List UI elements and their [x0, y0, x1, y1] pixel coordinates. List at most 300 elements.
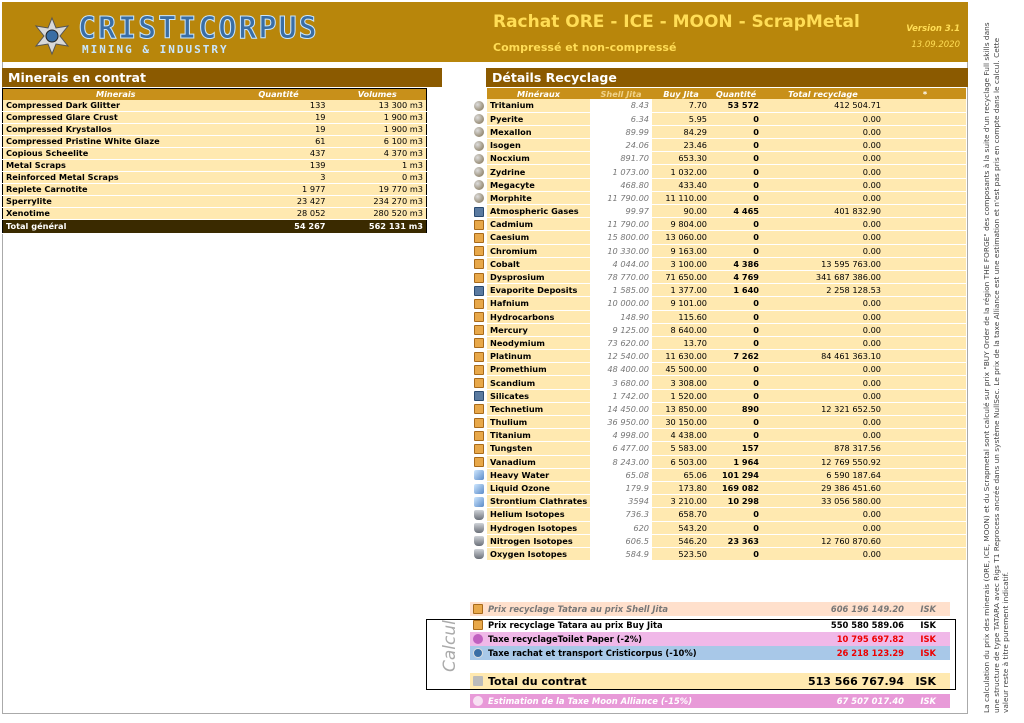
- mineral-qty: 437: [229, 148, 329, 160]
- recycled-total: 0.00: [762, 178, 884, 191]
- shell-jita-price: 8 243.00: [590, 455, 652, 468]
- buy-jita-price: 3 100.00: [652, 257, 710, 270]
- recycled-name: Cobalt: [487, 257, 590, 270]
- recycling-row: [470, 416, 966, 429]
- recycled-name: Nocxium: [487, 152, 590, 165]
- buy-jita-price: 115.60: [652, 310, 710, 323]
- recycled-total: 12 321 652.50: [762, 402, 884, 415]
- recycled-total: 12 760 870.60: [762, 534, 884, 547]
- ore-icon: [474, 193, 484, 203]
- recycled-qty: 0: [710, 310, 762, 323]
- col-quantite: Quantité: [710, 88, 762, 99]
- summary-moon-tax-row: [470, 694, 950, 708]
- mineral-icon-cell: [470, 481, 487, 494]
- buy-jita-price: 543.20: [652, 521, 710, 534]
- buy-jita-price: 8 640.00: [652, 323, 710, 336]
- mineral-icon-cell: [470, 205, 487, 218]
- moon-icon: [474, 246, 484, 256]
- col-mineraux: Minéraux: [487, 88, 590, 99]
- star-cell: [884, 191, 966, 204]
- shell-jita-price: 620: [590, 521, 652, 534]
- buy-jita-price: 658.70: [652, 508, 710, 521]
- currency-label: ISK: [920, 648, 936, 658]
- ice-icon: [474, 484, 484, 494]
- iso-icon: [474, 510, 484, 520]
- summary-cristi-label: Taxe rachat et transport Cristicorpus (-10%): [488, 648, 697, 658]
- mineral-icon-cell: [470, 350, 487, 363]
- star-cell: [884, 547, 966, 560]
- recycling-row: [470, 191, 966, 204]
- star-cell: [884, 495, 966, 508]
- star-cell: [884, 389, 966, 402]
- recycled-qty: 0: [710, 244, 762, 257]
- col-quantite: Quantité: [229, 89, 329, 100]
- recycled-qty: 0: [710, 165, 762, 178]
- mineral-volume: 280 520 m3: [329, 208, 427, 220]
- recycling-row: [470, 508, 966, 521]
- recycling-row: [470, 297, 966, 310]
- summary-buy-label: Prix recyclage Tatara au prix Buy Jita: [488, 620, 663, 630]
- mineral-icon-cell: [470, 257, 487, 270]
- recycled-total: 0.00: [762, 416, 884, 429]
- mineral-icon-cell: [470, 178, 487, 191]
- recycling-row: [470, 468, 966, 481]
- mineral-row: [3, 124, 427, 136]
- shell-jita-price: 48 400.00: [590, 363, 652, 376]
- page-title: Rachat ORE - ICE - MOON - ScrapMetal: [493, 12, 860, 32]
- recycled-name: Technetium: [487, 402, 590, 415]
- shell-jita-price: 6 477.00: [590, 442, 652, 455]
- mineral-volume: 0 m3: [329, 172, 427, 184]
- recycling-row: [470, 310, 966, 323]
- mineral-qty: 23 427: [229, 196, 329, 208]
- star-cell: [884, 468, 966, 481]
- recycling-row: [470, 455, 966, 468]
- ice-icon: [474, 497, 484, 507]
- mineral-icon-cell: [470, 376, 487, 389]
- star-cell: [884, 310, 966, 323]
- recycled-total: 33 056 580.00: [762, 495, 884, 508]
- recycled-name: Morphite: [487, 191, 590, 204]
- mineral-name: Replete Carnotite: [3, 184, 229, 196]
- mineral-icon-cell: [470, 389, 487, 402]
- mineral-icon-cell: [470, 416, 487, 429]
- recycled-name: Mexallon: [487, 125, 590, 138]
- mineral-name: Sperrylite: [3, 196, 229, 208]
- recycled-total: 0.00: [762, 547, 884, 560]
- mineral-name: Xenotime: [3, 208, 229, 220]
- recycled-qty: 0: [710, 297, 762, 310]
- mineral-qty: 19: [229, 112, 329, 124]
- moon-icon: [474, 220, 484, 230]
- mineral-qty: 3: [229, 172, 329, 184]
- mineral-volume: 4 370 m3: [329, 148, 427, 160]
- recycling-row: [470, 99, 966, 112]
- recycling-row: [470, 442, 966, 455]
- col-volumes: Volumes: [329, 89, 427, 100]
- star-cell: [884, 416, 966, 429]
- recycled-qty: 7 262: [710, 350, 762, 363]
- mineral-row: [3, 208, 427, 220]
- col-total-recyclage: Total recyclage: [762, 88, 884, 99]
- shell-jita-price: 11 790.00: [590, 191, 652, 204]
- shell-jita-price: 179.9: [590, 481, 652, 494]
- shell-jita-price: 736.3: [590, 508, 652, 521]
- recycled-name: Silicates: [487, 389, 590, 402]
- shell-jita-price: 3 680.00: [590, 376, 652, 389]
- star-cell: [884, 297, 966, 310]
- recycled-total: 0.00: [762, 191, 884, 204]
- side-note-text: La calculation du prix des minerais (ORE, ICE, MOON) et du Scrapmetal sont calculé sur prix "BUY Order de la région THE FORGE" des composants à la suite d'un recyclage Full skills dans une structure de type TATARA avec Rigs T1 Reprocess ancrée dans un système NullSec. Le prix de la taxe Alliance est une estimation et n'est pas pris en compte dans le calcul. Cette valeur reste à titre purement indicatif.: [981, 21, 1010, 713]
- recycled-qty: 0: [710, 416, 762, 429]
- iso-icon: [474, 536, 484, 546]
- recycling-row: [470, 257, 966, 270]
- shell-jita-price: 99.97: [590, 205, 652, 218]
- recycled-qty: 4 769: [710, 270, 762, 283]
- mineral-name: Compressed Dark Glitter: [3, 100, 229, 112]
- recycled-total: 84 461 363.10: [762, 350, 884, 363]
- mineral-icon-cell: [470, 244, 487, 257]
- recycled-name: Titanium: [487, 429, 590, 442]
- buy-jita-price: 11 110.00: [652, 191, 710, 204]
- summary-moon-label: Estimation de la Taxe Moon Alliance (-15%): [488, 696, 693, 706]
- recycled-name: Nitrogen Isotopes: [487, 534, 590, 547]
- mineral-icon-cell: [470, 218, 487, 231]
- mineral-icon-cell: [470, 336, 487, 349]
- shell-jita-price: 891.70: [590, 152, 652, 165]
- moon-icon: [474, 365, 484, 375]
- star-cell: [884, 218, 966, 231]
- mineral-row: [3, 112, 427, 124]
- recycled-qty: 101 294: [710, 468, 762, 481]
- recycled-total: 412 504.71: [762, 99, 884, 112]
- mineral-qty: 61: [229, 136, 329, 148]
- shell-jita-price: 9 125.00: [590, 323, 652, 336]
- mineral-icon-cell: [470, 442, 487, 455]
- mineral-row: [3, 196, 427, 208]
- recycling-row: [470, 336, 966, 349]
- gas-icon: [474, 207, 484, 217]
- mineral-icon-cell: [470, 508, 487, 521]
- mineral-icon-cell: [470, 125, 487, 138]
- recycled-total: 0.00: [762, 231, 884, 244]
- recycled-total: 0.00: [762, 429, 884, 442]
- recycled-total: 0.00: [762, 310, 884, 323]
- summary-shell-label: Prix recyclage Tatara au prix Shell Jita: [488, 604, 669, 614]
- mineral-qty: 133: [229, 100, 329, 112]
- mineral-icon-cell: [470, 495, 487, 508]
- buy-jita-price: 9 163.00: [652, 244, 710, 257]
- recycling-row: [470, 284, 966, 297]
- buy-jita-price: 433.40: [652, 178, 710, 191]
- moon-icon: [474, 312, 484, 322]
- recycled-qty: 0: [710, 218, 762, 231]
- buy-jita-price: 173.80: [652, 481, 710, 494]
- recycling-row: [470, 178, 966, 191]
- recycled-total: 0.00: [762, 112, 884, 125]
- shell-jita-price: 78 770.00: [590, 270, 652, 283]
- recycled-name: Isogen: [487, 139, 590, 152]
- buy-jita-price: 84.29: [652, 125, 710, 138]
- recycled-name: Vanadium: [487, 455, 590, 468]
- mineral-icon-cell: [470, 468, 487, 481]
- recycled-total: 13 595 763.00: [762, 257, 884, 270]
- recycled-name: Platinum: [487, 350, 590, 363]
- star-cell: [884, 336, 966, 349]
- recycled-name: Megacyte: [487, 178, 590, 191]
- ore-icon: [474, 180, 484, 190]
- recycled-qty: 1 964: [710, 455, 762, 468]
- star-cell: [884, 402, 966, 415]
- summary-total-label: Total du contrat: [488, 675, 587, 688]
- recycled-total: 0.00: [762, 152, 884, 165]
- buy-jita-price: 7.70: [652, 99, 710, 112]
- shell-jita-price: 1 585.00: [590, 284, 652, 297]
- buy-jita-price: 5 583.00: [652, 442, 710, 455]
- recycled-qty: 0: [710, 152, 762, 165]
- recycled-total: 29 386 451.60: [762, 481, 884, 494]
- mineral-name: Compressed Pristine White Glaze: [3, 136, 229, 148]
- recycling-table: [470, 88, 966, 561]
- recycled-qty: 1 640: [710, 284, 762, 297]
- logo-text: CRISTICORPUS: [78, 11, 319, 46]
- col-minerais: Minerais: [3, 89, 229, 100]
- star-cell: [884, 481, 966, 494]
- recycled-qty: 169 082: [710, 481, 762, 494]
- moon-icon: [474, 404, 484, 414]
- mineral-icon-cell: [470, 521, 487, 534]
- mineral-name: Compressed Krystallos: [3, 124, 229, 136]
- currency-label: ISK: [920, 696, 936, 706]
- buy-jita-price: 9 804.00: [652, 218, 710, 231]
- recycled-total: 0.00: [762, 165, 884, 178]
- recycled-total: 878 317.56: [762, 442, 884, 455]
- recycled-name: Thulium: [487, 416, 590, 429]
- recycled-name: Promethium: [487, 363, 590, 376]
- recycling-row: [470, 323, 966, 336]
- mineral-row: [3, 136, 427, 148]
- buy-jita-price: 13 850.00: [652, 402, 710, 415]
- recycled-qty: 0: [710, 429, 762, 442]
- recycled-qty: 10 298: [710, 495, 762, 508]
- recycled-qty: 0: [710, 191, 762, 204]
- shell-jita-price: 8.43: [590, 99, 652, 112]
- total-qty: 54 267: [229, 220, 329, 234]
- currency-label: ISK: [915, 675, 936, 688]
- recycling-row: [470, 350, 966, 363]
- shell-jita-price: 148.90: [590, 310, 652, 323]
- recycled-qty: 890: [710, 402, 762, 415]
- recycling-row: [470, 389, 966, 402]
- mineral-volume: 6 100 m3: [329, 136, 427, 148]
- calcul-label: Calcul: [440, 620, 460, 672]
- recycling-row: [470, 165, 966, 178]
- recycled-qty: 0: [710, 376, 762, 389]
- star-cell: [884, 244, 966, 257]
- recycling-row: [470, 125, 966, 138]
- ice-icon: [474, 470, 484, 480]
- recycling-row: [470, 495, 966, 508]
- recycling-row: [470, 244, 966, 257]
- recycled-qty: 0: [710, 363, 762, 376]
- recycled-qty: 0: [710, 521, 762, 534]
- shell-jita-price: 4 998.00: [590, 429, 652, 442]
- mineral-icon-cell: [470, 231, 487, 244]
- minerals-section-title: Minerais en contrat: [2, 68, 442, 87]
- moon-icon: [474, 378, 484, 388]
- shell-jita-price: 584.9: [590, 547, 652, 560]
- recycled-total: 0.00: [762, 139, 884, 152]
- buy-jita-price: 546.20: [652, 534, 710, 547]
- total-label: Total général: [3, 220, 229, 234]
- recycling-row: [470, 402, 966, 415]
- recycled-total: 6 590 187.64: [762, 468, 884, 481]
- recycled-name: Cadmium: [487, 218, 590, 231]
- recycling-row: [470, 231, 966, 244]
- buy-jita-price: 23.46: [652, 139, 710, 152]
- recycled-name: Strontium Clathrates: [487, 495, 590, 508]
- gas-icon: [474, 286, 484, 296]
- star-cell: [884, 257, 966, 270]
- moon-icon: [474, 325, 484, 335]
- iso-icon: [474, 549, 484, 559]
- mineral-row: [3, 148, 427, 160]
- summary-cristi-value: 26 218 123.29: [836, 648, 904, 658]
- recycling-row: [470, 139, 966, 152]
- recycled-name: Zydrine: [487, 165, 590, 178]
- summary-moon-value: 67 507 017.40: [836, 696, 904, 706]
- total-volume: 562 131 m3: [329, 220, 427, 234]
- buy-jita-price: 6 503.00: [652, 455, 710, 468]
- mineral-row: [3, 184, 427, 196]
- buy-jita-price: 4 438.00: [652, 429, 710, 442]
- buy-jita-price: 30 150.00: [652, 416, 710, 429]
- iso-icon: [474, 523, 484, 533]
- recycling-row: [470, 534, 966, 547]
- mineral-icon-cell: [470, 139, 487, 152]
- currency-label: ISK: [920, 604, 936, 614]
- mineral-icon-cell: [470, 534, 487, 547]
- recycled-name: Mercury: [487, 323, 590, 336]
- moon-icon: [474, 299, 484, 309]
- shell-jita-price: 1 073.00: [590, 165, 652, 178]
- star-cell: [884, 350, 966, 363]
- mineral-icon-cell: [470, 270, 487, 283]
- currency-label: ISK: [920, 620, 936, 630]
- recycling-row: [470, 363, 966, 376]
- star-cell: [884, 205, 966, 218]
- moon-icon: [474, 259, 484, 269]
- currency-label: ISK: [920, 634, 936, 644]
- ore-icon: [474, 141, 484, 151]
- buy-jita-price: 9 101.00: [652, 297, 710, 310]
- recycled-name: Caesium: [487, 231, 590, 244]
- recycled-name: Heavy Water: [487, 468, 590, 481]
- buy-jita-price: 13 060.00: [652, 231, 710, 244]
- buy-jita-price: 65.06: [652, 468, 710, 481]
- star-cell: [884, 270, 966, 283]
- recycled-qty: 0: [710, 323, 762, 336]
- shell-jita-price: 10 000.00: [590, 297, 652, 310]
- gas-icon: [474, 391, 484, 401]
- recycling-row: [470, 429, 966, 442]
- mineral-volume: 1 900 m3: [329, 124, 427, 136]
- ore-icon: [474, 167, 484, 177]
- buy-jita-price: 11 630.00: [652, 350, 710, 363]
- recycled-name: Tungsten: [487, 442, 590, 455]
- recycled-qty: 4 386: [710, 257, 762, 270]
- version-date: 13.09.2020: [911, 40, 960, 50]
- summary-total-value: 513 566 767.94: [807, 675, 904, 688]
- mineral-qty: 19: [229, 124, 329, 136]
- mineral-icon-cell: [470, 297, 487, 310]
- mineral-qty: 1 977: [229, 184, 329, 196]
- recycled-total: 2 258 128.53: [762, 284, 884, 297]
- recycling-row: [470, 481, 966, 494]
- mineral-icon-cell: [470, 363, 487, 376]
- mineral-volume: 1 900 m3: [329, 112, 427, 124]
- recycled-qty: 0: [710, 139, 762, 152]
- buy-jita-price: 1 520.00: [652, 389, 710, 402]
- recycled-total: 12 769 550.92: [762, 455, 884, 468]
- mineral-icon-cell: [470, 323, 487, 336]
- star-cell: [884, 112, 966, 125]
- star-cell: [884, 231, 966, 244]
- star-cell: [884, 521, 966, 534]
- recycling-row: [470, 112, 966, 125]
- moon-icon: [474, 457, 484, 467]
- side-note: [970, 10, 1022, 715]
- recycled-total: 0.00: [762, 363, 884, 376]
- tatara-icon: [473, 604, 483, 614]
- star-cell: [884, 534, 966, 547]
- mineral-name: Reinforced Metal Scraps: [3, 172, 229, 184]
- mineral-icon-cell: [470, 310, 487, 323]
- recycling-row: [470, 218, 966, 231]
- recycled-qty: 0: [710, 231, 762, 244]
- buy-jita-price: 13.70: [652, 336, 710, 349]
- star-cell: [884, 165, 966, 178]
- mineral-icon-cell: [470, 402, 487, 415]
- recycled-name: Hydrocarbons: [487, 310, 590, 323]
- logo-subtitle: MINING & INDUSTRY: [82, 43, 229, 56]
- buy-jita-price: 653.30: [652, 152, 710, 165]
- recycled-total: 401 832.90: [762, 205, 884, 218]
- mineral-icon-cell: [470, 191, 487, 204]
- recycled-total: 0.00: [762, 323, 884, 336]
- mineral-icon-cell: [470, 99, 487, 112]
- ore-icon: [474, 127, 484, 137]
- minerals-total-row: [3, 220, 427, 234]
- recycled-total: 0.00: [762, 508, 884, 521]
- mineral-volume: 1 m3: [329, 160, 427, 172]
- shell-jita-price: 65.08: [590, 468, 652, 481]
- recycled-name: Hydrogen Isotopes: [487, 521, 590, 534]
- shell-jita-price: 468.80: [590, 178, 652, 191]
- shell-jita-price: 24.06: [590, 139, 652, 152]
- buy-jita-price: 90.00: [652, 205, 710, 218]
- recycled-name: Evaporite Deposits: [487, 284, 590, 297]
- star-cell: [884, 508, 966, 521]
- star-cell: [884, 139, 966, 152]
- recycled-qty: 0: [710, 112, 762, 125]
- mineral-icon-cell: [470, 455, 487, 468]
- recycled-qty: 0: [710, 178, 762, 191]
- buy-jita-price: 3 308.00: [652, 376, 710, 389]
- shell-jita-price: 14 450.00: [590, 402, 652, 415]
- recycled-name: Oxygen Isotopes: [487, 547, 590, 560]
- star-cell: [884, 455, 966, 468]
